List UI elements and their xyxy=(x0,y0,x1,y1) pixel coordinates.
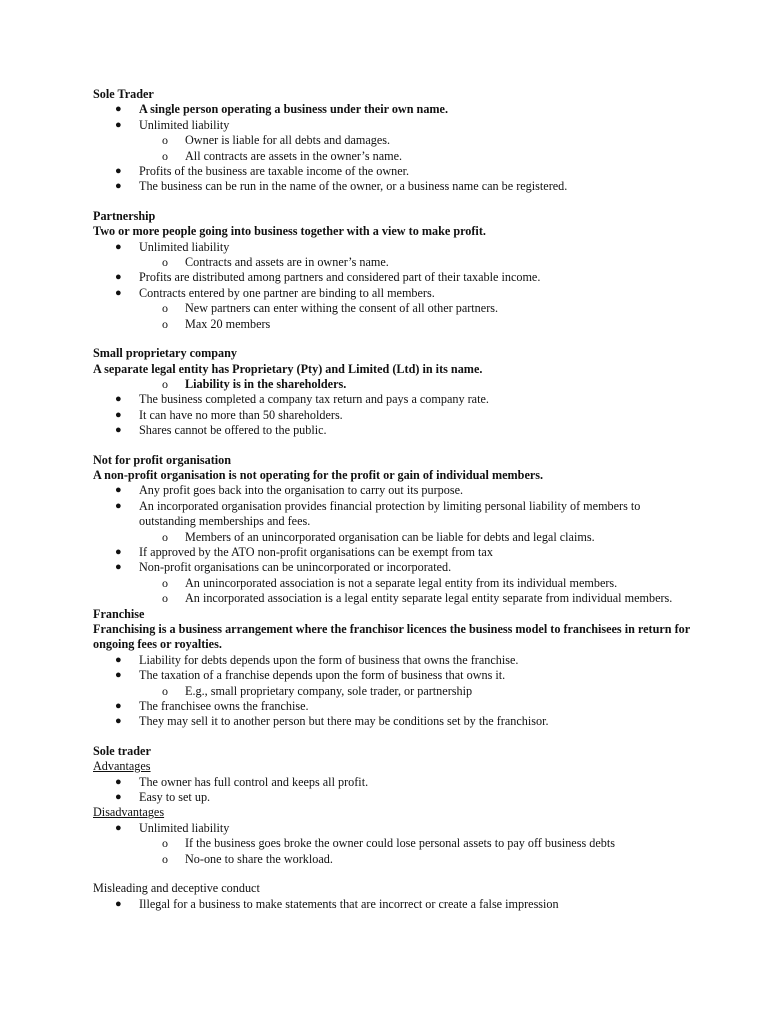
list-item-text: An incorporated organisation provides financial protection by limiting personal liability of members to outstanding memberships and fees. xyxy=(139,498,641,529)
list-item-text: It can have no more than 50 shareholders. xyxy=(139,407,343,422)
list-item-text: Illegal for a business to make statements that are incorrect or create a false impression xyxy=(139,896,559,911)
filled-bullet-icon: ● xyxy=(115,897,122,910)
section-heading: Misleading and deceptive conduct xyxy=(93,881,260,896)
section-sole-trader xyxy=(93,87,693,195)
hollow-bullet-icon: o xyxy=(162,575,168,590)
list-item-text: E.g., small proprietary company, sole trader, or partnership xyxy=(185,683,473,698)
bullet-list xyxy=(93,483,693,606)
bullet-list xyxy=(93,102,693,194)
list-item-text: A single person operating a business under their own name. xyxy=(139,102,449,117)
bullet-list xyxy=(93,240,693,332)
section-heading: Not for profit organisation xyxy=(93,452,232,467)
list-item-text: Any profit goes back into the organisation to carry out its purpose. xyxy=(139,483,464,498)
section-small-proprietary xyxy=(93,346,693,438)
filled-bullet-icon: ● xyxy=(115,271,122,284)
section-partnership xyxy=(93,209,693,332)
list-item xyxy=(93,790,693,805)
disadvantages-label: Disadvantages xyxy=(93,805,165,820)
bullet-list xyxy=(93,377,693,439)
list-item xyxy=(93,133,693,148)
section-not-for-profit xyxy=(93,453,693,607)
hollow-bullet-icon: o xyxy=(162,148,168,163)
list-item-text: They may sell it to another person but there may be conditions set by the franchisor. xyxy=(139,714,549,729)
list-item-text: Unlimited liability xyxy=(139,820,230,835)
filled-bullet-icon: ● xyxy=(115,286,122,299)
hollow-bullet-icon: o xyxy=(162,851,168,866)
filled-bullet-icon: ● xyxy=(115,700,122,713)
section-franchise xyxy=(93,607,693,730)
list-item-text: Unlimited liability xyxy=(139,239,230,254)
list-item-text: All contracts are assets in the owner’s name. xyxy=(185,148,403,163)
list-item xyxy=(93,852,693,867)
list-item xyxy=(93,408,693,423)
list-item xyxy=(93,392,693,407)
filled-bullet-icon: ● xyxy=(115,775,122,788)
list-item xyxy=(93,118,693,133)
list-item-text: Non-profit organisations can be unincorporated or incorporated. xyxy=(139,560,452,575)
section-heading: Sole trader xyxy=(93,743,151,758)
document-body xyxy=(93,87,693,912)
list-item xyxy=(93,897,693,912)
list-item-text: The owner has full control and keeps all profit. xyxy=(139,774,369,789)
hollow-bullet-icon: o xyxy=(162,316,168,331)
section-definition: Two or more people going into business together with a view to make profit. xyxy=(93,224,486,239)
filled-bullet-icon: ● xyxy=(115,545,122,558)
list-item xyxy=(93,653,693,668)
section-definition: Franchising is a business arrangement where the franchisor licences the business model to franchisees in return for ongoing fees or royalties. xyxy=(93,622,690,652)
list-item-text: Members of an unincorporated organisation can be liable for debts and legal claims. xyxy=(185,529,595,544)
section-definition: A non-profit organisation is not operating for the profit or gain of individual members. xyxy=(93,467,544,482)
list-item-text: If the business goes broke the owner could lose personal assets to pay off business debts xyxy=(185,836,615,851)
list-item-text: Profits are distributed among partners and considered part of their taxable income. xyxy=(139,270,541,285)
filled-bullet-icon: ● xyxy=(115,165,122,178)
list-item xyxy=(93,560,693,575)
list-item xyxy=(93,668,693,683)
section-heading: Sole Trader xyxy=(93,87,154,101)
hollow-bullet-icon: o xyxy=(162,376,168,391)
list-item-text: Easy to set up. xyxy=(139,790,211,805)
list-item-text: The franchisee owns the franchise. xyxy=(139,699,309,714)
list-item-text: Liability is in the shareholders. xyxy=(185,376,347,391)
list-item xyxy=(93,301,693,316)
list-item xyxy=(93,684,693,699)
list-item xyxy=(93,714,693,729)
list-item-text: The taxation of a franchise depends upon the form of business that owns it. xyxy=(139,668,506,683)
filled-bullet-icon: ● xyxy=(115,561,122,574)
list-item xyxy=(93,483,693,498)
hollow-bullet-icon: o xyxy=(162,683,168,698)
list-item xyxy=(93,149,693,164)
list-item-text: Shares cannot be offered to the public. xyxy=(139,423,327,438)
section-heading: Small proprietary company xyxy=(93,346,237,361)
section-heading: Franchise xyxy=(93,606,145,621)
list-item xyxy=(93,699,693,714)
filled-bullet-icon: ● xyxy=(115,180,122,193)
list-item xyxy=(93,499,693,530)
list-item-text: Max 20 members xyxy=(185,316,271,331)
advantages-list xyxy=(93,775,693,806)
hollow-bullet-icon: o xyxy=(162,591,168,606)
hollow-bullet-icon: o xyxy=(162,133,168,148)
list-item-text: An incorporated association is a legal entity separate legal entity separate from individual members. xyxy=(185,591,673,606)
bullet-list xyxy=(93,897,693,912)
filled-bullet-icon: ● xyxy=(115,653,122,666)
list-item-text: Liability for debts depends upon the form of business that owns the franchise. xyxy=(139,652,519,667)
list-item xyxy=(93,270,693,285)
list-item xyxy=(93,545,693,560)
list-item-text: No-one to share the workload. xyxy=(185,851,333,866)
list-item xyxy=(93,255,693,270)
hollow-bullet-icon: o xyxy=(162,301,168,316)
filled-bullet-icon: ● xyxy=(115,669,122,682)
list-item xyxy=(93,821,693,836)
list-item-text: The business can be run in the name of the owner, or a business name can be registered. xyxy=(139,179,568,194)
filled-bullet-icon: ● xyxy=(115,118,122,131)
list-item-text: The business completed a company tax return and pays a company rate. xyxy=(139,392,489,407)
list-item-text: An unincorporated association is not a separate legal entity from its individual members. xyxy=(185,575,618,590)
filled-bullet-icon: ● xyxy=(115,408,122,421)
list-item xyxy=(93,836,693,851)
filled-bullet-icon: ● xyxy=(115,393,122,406)
list-item-text: Contracts entered by one partner are binding to all members. xyxy=(139,285,435,300)
list-item-text: If approved by the ATO non-profit organisations can be exempt from tax xyxy=(139,544,493,559)
hollow-bullet-icon: o xyxy=(162,529,168,544)
section-heading: Partnership xyxy=(93,208,156,223)
list-item-text: Unlimited liability xyxy=(139,117,230,132)
list-item xyxy=(93,423,693,438)
hollow-bullet-icon: o xyxy=(162,836,168,851)
list-item xyxy=(93,576,693,591)
hollow-bullet-icon: o xyxy=(162,255,168,270)
filled-bullet-icon: ● xyxy=(115,484,122,497)
list-item-text: Contracts and assets are in owner’s name. xyxy=(185,255,389,270)
section-misleading-conduct xyxy=(93,881,693,912)
list-item xyxy=(93,164,693,179)
list-item-text: Owner is liable for all debts and damages. xyxy=(185,133,391,148)
filled-bullet-icon: ● xyxy=(115,715,122,728)
list-item xyxy=(93,775,693,790)
filled-bullet-icon: ● xyxy=(115,103,122,116)
list-item-text: New partners can enter withing the consent of all other partners. xyxy=(185,301,499,316)
section-definition: A separate legal entity has Proprietary (Pty) and Limited (Ltd) in its name. xyxy=(93,361,483,376)
filled-bullet-icon: ● xyxy=(115,240,122,253)
section-sole-trader-pros-cons xyxy=(93,744,693,867)
list-item xyxy=(93,179,693,194)
list-item-text: Profits of the business are taxable income of the owner. xyxy=(139,164,410,179)
list-item xyxy=(93,530,693,545)
disadvantages-list xyxy=(93,821,693,867)
bullet-list xyxy=(93,653,693,730)
list-item xyxy=(93,317,693,332)
list-item xyxy=(93,591,693,606)
filled-bullet-icon: ● xyxy=(115,499,122,512)
advantages-label: Advantages xyxy=(93,759,151,774)
list-item xyxy=(93,102,693,117)
filled-bullet-icon: ● xyxy=(115,821,122,834)
filled-bullet-icon: ● xyxy=(115,791,122,804)
filled-bullet-icon: ● xyxy=(115,424,122,437)
list-item xyxy=(93,286,693,301)
list-item xyxy=(93,377,693,392)
list-item xyxy=(93,240,693,255)
